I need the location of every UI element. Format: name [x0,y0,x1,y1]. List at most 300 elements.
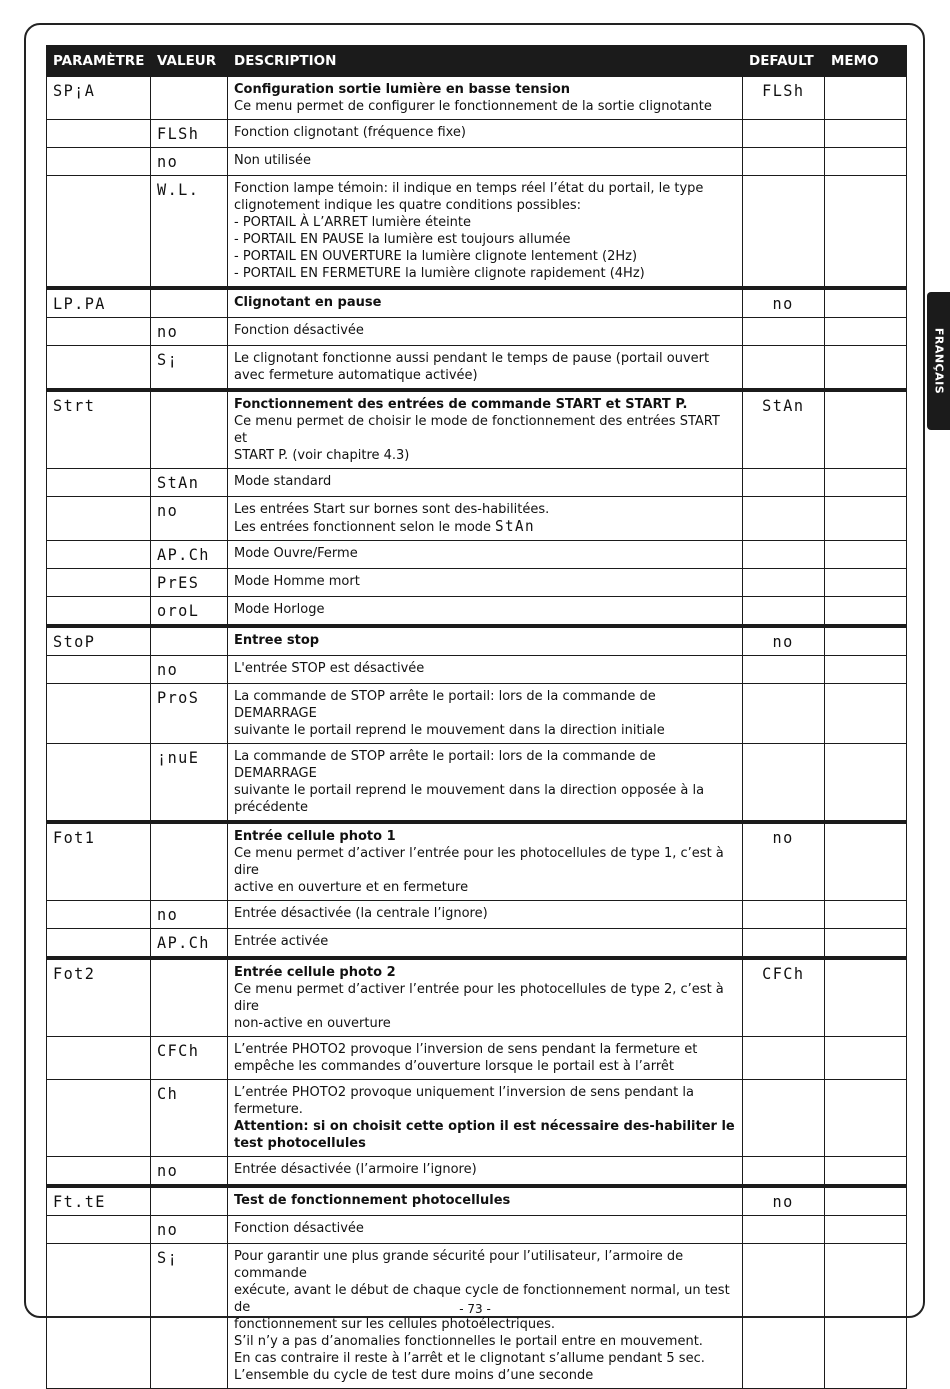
value-cell [151,1037,228,1080]
description-line [234,180,736,197]
value-code: FLSh [157,124,200,143]
default-cell [743,958,825,1037]
description-text: - PORTAIL EN PAUSE la lumière est toujours allumée [234,232,571,247]
value-code: PrES [157,573,200,592]
memo-cell[interactable] [825,288,907,318]
description-line [234,981,736,1015]
description-cell [228,288,743,318]
description-line [234,632,736,649]
value-code: CFCh [157,1041,200,1060]
param-cell [47,497,151,541]
description-text: Ce menu permet de configurer le fonctionnement de la sortie clignotante [234,99,712,114]
param-cell [47,684,151,744]
table-row [47,1157,907,1187]
default-cell [743,901,825,929]
value-code: Ch [157,1084,179,1103]
param-cell [47,541,151,569]
value-cell [151,901,228,929]
value-code: S¡ [157,350,179,369]
description-text: Fonctionnement des entrées de commande START et START P. [234,397,688,412]
description-line [234,879,736,896]
default-code: FLSh [762,81,805,100]
memo-cell[interactable] [825,148,907,176]
description-line [234,688,736,722]
description-cell [228,77,743,120]
default-cell [743,626,825,656]
description-text: START P. (voir chapitre 4.3) [234,448,410,463]
param-cell [47,77,151,120]
description-line [234,660,736,677]
default-code: no [772,632,795,651]
description-line [234,1192,736,1209]
table-row [47,469,907,497]
memo-cell[interactable] [825,318,907,346]
param-cell [47,958,151,1037]
table-row [47,148,907,176]
param-code: SP¡A [53,81,96,100]
param-cell [47,1080,151,1157]
table-header-row [47,46,907,77]
description-line [234,845,736,879]
description-cell [228,626,743,656]
memo-cell[interactable] [825,77,907,120]
description-line [234,124,736,141]
description-line [234,447,736,464]
value-code: S¡ [157,1248,179,1267]
table-row [47,958,907,1037]
description-line [234,905,736,922]
memo-cell[interactable] [825,1037,907,1080]
description-text: L’entrée PHOTO2 provoque l’inversion de sens pendant la fermeture et [234,1042,698,1057]
description-cell [228,346,743,391]
param-code: Strt [53,396,96,415]
memo-cell[interactable] [825,1080,907,1157]
header-memo: MEMO [825,46,907,77]
memo-cell[interactable] [825,744,907,823]
description-cell [228,497,743,541]
value-cell [151,148,228,176]
description-text: empêche les commandes d’ouverture lorsque le portail est à l’arrêt [234,1059,674,1074]
description-line [234,964,736,981]
description-line [234,1333,736,1350]
description-text: suivante le portail reprend le mouvement dans la direction initiale [234,723,665,738]
table-row [47,1037,907,1080]
description-cell [228,569,743,597]
description-cell [228,656,743,684]
default-cell [743,541,825,569]
value-code: AP.Ch [157,545,210,564]
default-cell [743,569,825,597]
memo-cell[interactable] [825,626,907,656]
memo-cell[interactable] [825,958,907,1037]
memo-cell[interactable] [825,684,907,744]
param-cell [47,656,151,684]
value-cell [151,958,228,1037]
param-cell [47,901,151,929]
value-cell [151,390,228,469]
description-line [234,1084,736,1118]
description-text: Mode Homme mort [234,574,360,589]
description-text: clignotement indique les quatre conditions possibles: [234,198,582,213]
param-cell [47,176,151,289]
description-text: Mode Ouvre/Ferme [234,546,358,561]
description-text: Non utilisée [234,153,311,168]
description-line [234,197,736,214]
value-cell [151,1216,228,1244]
table-row [47,656,907,684]
description-text: avec fermeture automatique activée) [234,368,478,383]
description-line [234,231,736,248]
page-number: - 73 - [459,1302,491,1316]
description-line [234,1220,736,1237]
value-cell [151,288,228,318]
description-line [234,722,736,739]
default-cell [743,822,825,901]
default-cell [743,1186,825,1216]
value-code: no [157,322,179,341]
description-text: Fonction clignotant (fréquence fixe) [234,125,467,140]
param-code: LP.PA [53,294,106,313]
value-cell [151,77,228,120]
memo-cell[interactable] [825,1157,907,1187]
description-line [234,782,736,816]
param-cell [47,822,151,901]
param-cell [47,1186,151,1216]
description-line [234,214,736,231]
description-line [234,1367,736,1384]
header-default: DEFAULT [743,46,825,77]
description-line [234,748,736,782]
default-cell [743,1244,825,1389]
value-cell [151,569,228,597]
language-tab-label: FRANÇAIS [932,327,945,395]
value-code: no [157,660,179,679]
memo-cell[interactable] [825,346,907,391]
description-cell [228,744,743,823]
memo-cell[interactable] [825,120,907,148]
description-line [234,350,736,367]
description-line [234,1248,736,1282]
description-cell [228,148,743,176]
param-cell [47,597,151,627]
value-code: oroL [157,601,200,620]
description-cell [228,822,743,901]
description-line [234,545,736,562]
value-cell [151,626,228,656]
description-cell [228,1080,743,1157]
description-line [234,81,736,98]
param-cell [47,744,151,823]
table-row [47,1080,907,1157]
description-text: Entree stop [234,633,320,648]
description-line [234,1161,736,1178]
table-row [47,1244,907,1389]
memo-cell[interactable] [825,1216,907,1244]
default-cell [743,390,825,469]
description-text: Entrée activée [234,934,329,949]
description-cell [228,1157,743,1187]
value-cell [151,1186,228,1216]
param-cell [47,929,151,959]
description-text: Clignotant en pause [234,295,382,310]
table-row [47,390,907,469]
description-text: Pour garantir une plus grande sécurité pour l’utilisateur, l’armoire de commande [234,1249,684,1281]
value-cell [151,1244,228,1389]
default-cell [743,684,825,744]
description-text: Fonction désactivée [234,1221,364,1236]
table-row [47,929,907,959]
param-cell [47,390,151,469]
param-cell [47,469,151,497]
value-cell [151,497,228,541]
default-cell [743,1157,825,1187]
description-cell [228,901,743,929]
table-row [47,541,907,569]
description-cell [228,684,743,744]
description-text: fonctionnement sur les cellules photoélectriques. [234,1317,556,1332]
description-line [234,601,736,618]
description-text: Ce menu permet d’activer l’entrée pour les photocellules de type 2, c’est à dire [234,982,724,1014]
value-cell [151,744,228,823]
value-code: ¡nuE [157,748,200,767]
description-line [234,1041,736,1058]
description-line [234,152,736,169]
table-row [47,569,907,597]
default-cell [743,346,825,391]
table-row [47,77,907,120]
description-line [234,294,736,311]
description-text: - PORTAIL À L’ARRET lumière éteinte [234,215,472,230]
default-code: StAn [762,396,805,415]
default-cell [743,497,825,541]
default-cell [743,656,825,684]
description-line [234,518,736,536]
memo-cell[interactable] [825,497,907,541]
header-description: DESCRIPTION [228,46,743,77]
value-code: no [157,1161,179,1180]
value-code: ProS [157,688,200,707]
param-cell [47,346,151,391]
description-text: Entrée cellule photo 2 [234,965,396,980]
description-cell [228,929,743,959]
description-cell [228,1037,743,1080]
default-cell [743,744,825,823]
default-cell [743,597,825,627]
value-cell [151,822,228,901]
table-row [47,1186,907,1216]
description-text: Entrée désactivée (l’armoire l’ignore) [234,1162,477,1177]
description-text: Les entrées Start sur bornes sont des-habilitées. [234,502,550,517]
default-cell [743,77,825,120]
value-code: no [157,905,179,924]
header-parametre: PARAMÈTRE [47,46,151,77]
language-tab [927,292,950,430]
table-row [47,684,907,744]
description-text: Ce menu permet d’activer l’entrée pour les photocellules de type 1, c’est à dire [234,846,724,878]
description-text: L’ensemble du cycle de test dure moins d’une seconde [234,1368,594,1383]
value-cell [151,684,228,744]
param-cell [47,120,151,148]
description-line [234,1015,736,1032]
param-cell [47,1037,151,1080]
param-code: StoP [53,632,96,651]
value-code: AP.Ch [157,933,210,952]
description-line [234,265,736,282]
description-text: L'entrée STOP est désactivée [234,661,425,676]
description-text: La commande de STOP arrête le portail: lors de la commande de DEMARRAGE [234,689,656,721]
description-text: Mode Horloge [234,602,325,617]
description-text: Test de fonctionnement photocellules [234,1193,511,1208]
table-row [47,318,907,346]
memo-cell[interactable] [825,929,907,959]
value-cell [151,541,228,569]
description-text: L’entrée PHOTO2 provoque uniquement l’inversion de sens pendant la fermeture. [234,1085,694,1117]
memo-cell[interactable] [825,1186,907,1216]
description-line [234,1316,736,1333]
default-cell [743,288,825,318]
memo-cell[interactable] [825,1244,907,1389]
param-cell [47,148,151,176]
value-cell [151,1157,228,1187]
description-cell [228,120,743,148]
memo-cell[interactable] [825,597,907,627]
description-text: Fonction désactivée [234,323,364,338]
param-cell [47,569,151,597]
param-code: Fot1 [53,828,96,847]
description-line [234,1058,736,1075]
description-cell [228,469,743,497]
description-cell [228,1216,743,1244]
default-code: no [772,1192,795,1211]
description-cell [228,958,743,1037]
value-cell [151,346,228,391]
param-code: Fot2 [53,964,96,983]
description-line [234,473,736,490]
value-code: W.L. [157,180,200,199]
description-line [234,828,736,845]
description-text: S’il n’y a pas d’anomalies fonctionnelles le portail entre en mouvement. [234,1334,703,1349]
table-row [47,120,907,148]
description-cell [228,390,743,469]
description-line [234,367,736,384]
table-row [47,288,907,318]
description-line [234,396,736,413]
memo-cell[interactable] [825,901,907,929]
description-cell [228,1244,743,1389]
default-cell [743,120,825,148]
description-line [234,1135,736,1152]
memo-cell[interactable] [825,656,907,684]
description-text: active en ouverture et en fermeture [234,880,469,895]
param-cell [47,626,151,656]
description-text: Mode standard [234,474,332,489]
memo-cell[interactable] [825,390,907,469]
table-row [47,497,907,541]
description-text: exécute, avant le début de chaque cycle de fonctionnement normal, un test de [234,1283,730,1315]
description-cell [228,1186,743,1216]
table-row [47,176,907,289]
default-cell [743,929,825,959]
description-cell [228,318,743,346]
description-text: Attention: si on choisit cette option il est nécessaire des-habiliter le [234,1119,735,1134]
description-text: La commande de STOP arrête le portail: lors de la commande de DEMARRAGE [234,749,656,781]
description-text: Fonction lampe témoin: il indique en temps réel l’état du portail, le type [234,181,704,196]
description-line [234,933,736,950]
table-row [47,346,907,391]
table-row [47,626,907,656]
value-cell [151,1080,228,1157]
description-line [234,1350,736,1367]
description-text: Ce menu permet de choisir le mode de fonctionnement des entrées START et [234,414,720,446]
value-code: no [157,1220,179,1239]
inline-mode-code: StAn [495,517,536,535]
default-code: no [772,828,795,847]
param-cell [47,318,151,346]
description-text: - PORTAIL EN OUVERTURE la lumière clignote lentement (2Hz) [234,249,638,264]
parameter-table [46,45,907,1389]
table-row [47,901,907,929]
description-line [234,98,736,115]
description-line [234,248,736,265]
description-cell [228,541,743,569]
value-code: no [157,152,179,171]
default-cell [743,148,825,176]
description-text: non-active en ouverture [234,1016,391,1031]
description-text: suivante le portail reprend le mouvement dans la direction opposée à la précédente [234,783,705,815]
memo-cell[interactable] [825,822,907,901]
value-cell [151,597,228,627]
memo-cell[interactable] [825,541,907,569]
table-row [47,597,907,627]
default-code: no [772,294,795,313]
table-row [47,822,907,901]
description-line [234,573,736,590]
description-line [234,322,736,339]
description-text: En cas contraire il reste à l’arrêt et le clignotant s’allume pendant 5 sec. [234,1351,705,1366]
description-cell [228,597,743,627]
param-cell [47,1244,151,1389]
description-text: Entrée désactivée (la centrale l’ignore) [234,906,488,921]
default-cell [743,1080,825,1157]
description-text: test photocellules [234,1136,366,1151]
default-cell [743,176,825,289]
value-cell [151,656,228,684]
param-code: Ft.tE [53,1192,106,1211]
memo-cell[interactable] [825,569,907,597]
value-cell [151,120,228,148]
description-line [234,501,736,518]
param-cell [47,288,151,318]
description-text: Le clignotant fonctionne aussi pendant le temps de pause (portail ouvert [234,351,710,366]
table-row [47,1216,907,1244]
description-text: Configuration sortie lumière en basse tension [234,82,571,97]
value-code: no [157,501,179,520]
memo-cell[interactable] [825,176,907,289]
header-valeur: VALEUR [151,46,228,77]
value-cell [151,176,228,289]
default-cell [743,1216,825,1244]
default-code: CFCh [762,964,805,983]
value-cell [151,318,228,346]
memo-cell[interactable] [825,469,907,497]
default-cell [743,469,825,497]
table-row [47,744,907,823]
description-line [234,1118,736,1135]
param-cell [47,1216,151,1244]
default-cell [743,1037,825,1080]
value-code: StAn [157,473,200,492]
description-cell [228,176,743,289]
